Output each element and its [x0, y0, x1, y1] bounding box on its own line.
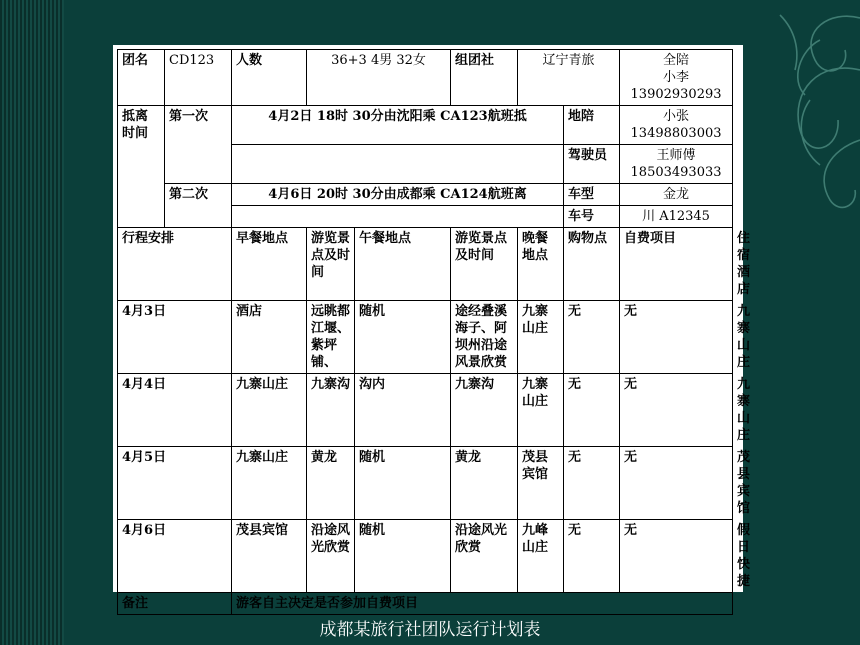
tour-guide-phone: 13902930293 [630, 87, 722, 102]
itinerary-cell: 远眺都江堰、紫坪铺、 [307, 301, 355, 374]
itinerary-cell: 九寨山庄 [518, 374, 564, 447]
driver-name: 王师傅 [656, 148, 696, 163]
itinerary-cell: 随机 [355, 520, 451, 593]
header-row [118, 50, 733, 106]
itinerary-cell: 随机 [355, 301, 451, 374]
itinerary-header: 行程安排 [118, 228, 232, 301]
itinerary-date: 4月3日 [118, 301, 232, 374]
itinerary-cell: 无 [620, 520, 733, 593]
tour-guide-label: 全陪 [663, 53, 690, 68]
itinerary-date: 4月6日 [118, 520, 232, 593]
driver-cell [620, 145, 733, 184]
tour-guide-cell [620, 50, 733, 106]
car-type-label: 车型 [564, 184, 620, 206]
itinerary-cell: 九寨山庄 [232, 447, 307, 520]
itinerary-cell: 黄龙 [307, 447, 355, 520]
itinerary-date: 4月5日 [118, 447, 232, 520]
arrival-second-label: 第二次 [165, 184, 232, 228]
empty-cell [232, 206, 564, 228]
itinerary-cell: 无 [620, 301, 733, 374]
itinerary-cell: 无 [620, 374, 733, 447]
itinerary-cell: 无 [564, 447, 620, 520]
arrival-first-label: 第一次 [165, 106, 232, 184]
itinerary-cell: 无 [564, 374, 620, 447]
arrival-first-text: 4月2日 18时 30分由沈阳乘 CA123航班抵 [232, 106, 564, 145]
itinerary-cell: 九寨沟 [451, 374, 518, 447]
itinerary-row: 4月3日 酒店 远眺都江堰、紫坪铺、 随机 途经叠溪海子、阿坝州沿途风景欣赏 九寨山庄 无 无 九寨山庄 [118, 301, 733, 374]
arrival-second-row [118, 184, 733, 206]
ornament-decoration [760, 0, 860, 230]
local-guide-label: 地陪 [564, 106, 620, 145]
plan-sheet [113, 45, 751, 611]
itinerary-header: 购物点 [564, 228, 620, 301]
arrival-first-row [118, 106, 733, 145]
itinerary-cell: 无 [564, 520, 620, 593]
page-caption: 成都某旅行社团队运行计划表 [319, 620, 541, 640]
arrival-second-text: 4月6日 20时 30分由成都乘 CA124航班离 [232, 184, 564, 206]
itinerary-cell: 茂县宾馆 [232, 520, 307, 593]
itinerary-cell: 无 [564, 301, 620, 374]
tour-plan-table [117, 49, 751, 615]
itinerary-header: 游览景点及时间 [307, 228, 355, 301]
organizer-value: 辽宁青旅 [518, 50, 620, 106]
left-stripe-decoration [0, 0, 64, 645]
plate-label: 车号 [564, 206, 620, 228]
itinerary-date: 4月4日 [118, 374, 232, 447]
itinerary-cell: 酒店 [232, 301, 307, 374]
itinerary-cell: 九峰山庄 [518, 520, 564, 593]
itinerary-cell: 黄龙 [451, 447, 518, 520]
itinerary-cell: 沿途风光欣赏 [451, 520, 518, 593]
driver-phone: 18503493033 [630, 165, 722, 180]
itinerary-cell: 沿途风光欣赏 [307, 520, 355, 593]
local-guide-name: 小张 [663, 109, 690, 124]
itinerary-cell: 无 [620, 447, 733, 520]
driver-label: 驾驶员 [564, 145, 620, 184]
arrival-label: 抵离时间 [118, 106, 165, 228]
itinerary-row: 4月4日 九寨山庄 九寨沟 沟内 九寨沟 九寨山庄 无 无 九寨山庄 [118, 374, 733, 447]
local-guide-phone: 13498803003 [630, 126, 722, 141]
itinerary-cell: 随机 [355, 447, 451, 520]
itinerary-cell: 茂县宾馆 [518, 447, 564, 520]
itinerary-header: 早餐地点 [232, 228, 307, 301]
itinerary-cell: 沟内 [355, 374, 451, 447]
group-name-label: 团名 [118, 50, 165, 106]
itinerary-row: 4月6日 茂县宾馆 沿途风光欣赏 随机 沿途风光欣赏 九峰山庄 无 无 假日快捷 [118, 520, 733, 593]
itinerary-cell: 九寨山庄 [232, 374, 307, 447]
plate-value: 川 A12345 [620, 206, 733, 228]
itinerary-header: 午餐地点 [355, 228, 451, 301]
organizer-label: 组团社 [451, 50, 518, 106]
count-label: 人数 [232, 50, 307, 106]
itinerary-header: 晚餐地点 [518, 228, 564, 301]
tour-guide-name: 小李 [663, 70, 690, 85]
itinerary-header-row: 行程安排 早餐地点 游览景点及时间 午餐地点 游览景点及时间 晚餐地点 购物点 自费项目 住宿酒店 [118, 228, 733, 301]
group-code: CD123 [165, 50, 232, 106]
itinerary-header: 游览景点及时间 [451, 228, 518, 301]
itinerary-cell: 途经叠溪海子、阿坝州沿途风景欣赏 [451, 301, 518, 374]
car-type-value: 金龙 [620, 184, 733, 206]
itinerary-cell: 九寨山庄 [518, 301, 564, 374]
remarks-text: 游客自主决定是否参加自费项目 [232, 593, 733, 615]
itinerary-row: 4月5日 九寨山庄 黄龙 随机 黄龙 茂县宾馆 无 无 茂县宾馆 [118, 447, 733, 520]
remarks-label: 备注 [118, 593, 232, 615]
remarks-row [118, 593, 733, 615]
empty-cell [232, 145, 564, 184]
itinerary-header: 自费项目 [620, 228, 733, 301]
itinerary-cell: 九寨沟 [307, 374, 355, 447]
local-guide-cell [620, 106, 733, 145]
count-value: 36+3 4男 32女 [307, 50, 451, 106]
